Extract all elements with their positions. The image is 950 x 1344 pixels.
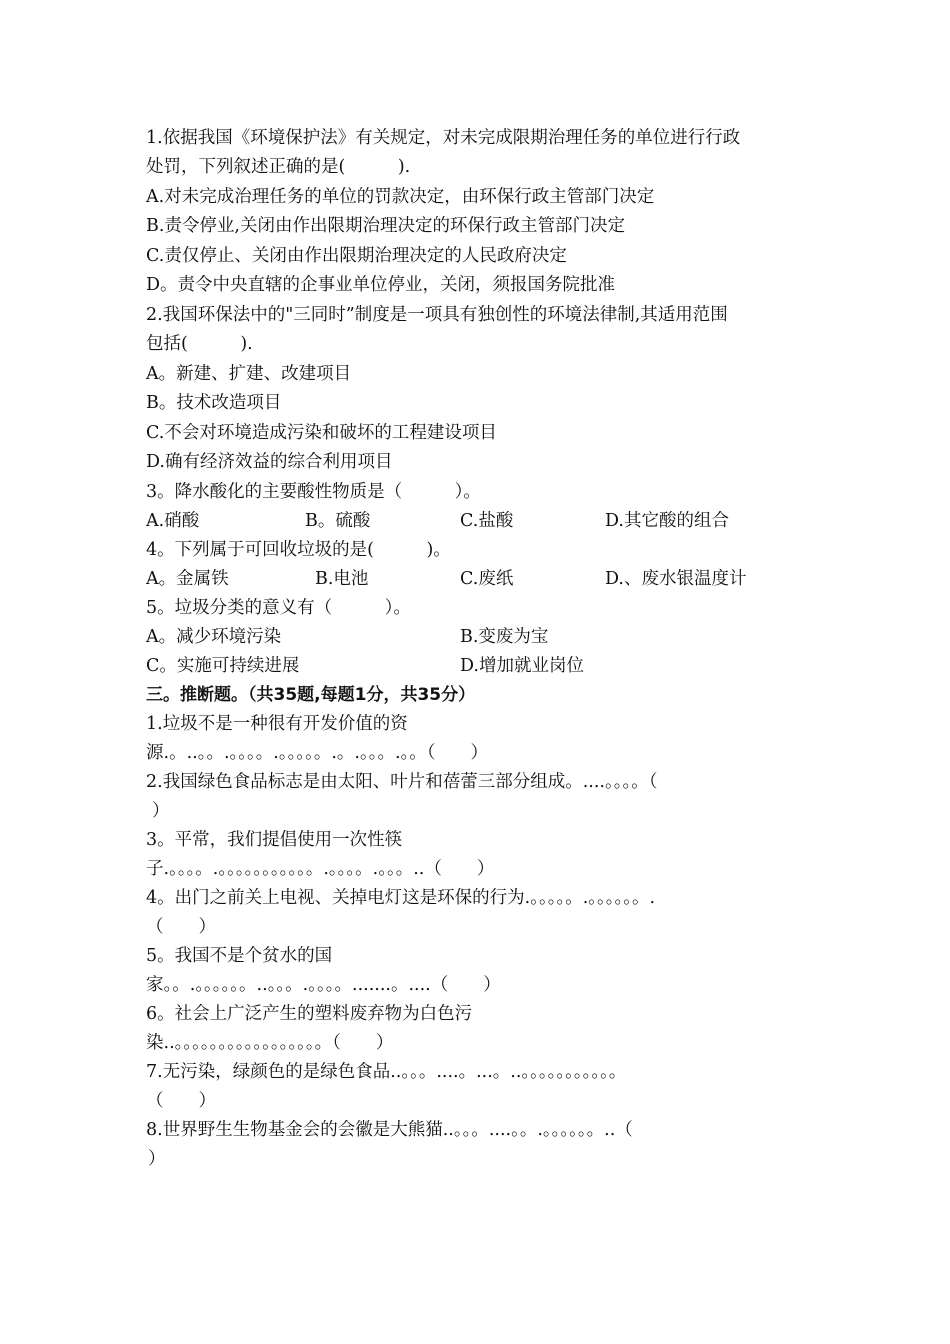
q4-option-c: C.废纸 [460,569,514,589]
q5-option-d: D.增加就业岗位 [460,656,584,676]
q1-stem-line2: 处罚，下列叙述正确的是( ). [146,157,411,177]
q1-stem-line1: 1.依据我国《环境保护法》有关规定，对未完成限期治理任务的单位进行行政 [146,128,741,148]
q4-option-b: B.电池 [315,569,369,589]
q1-option-c: C.责仅停止、关闭由作出限期治理决定的人民政府决定 [146,246,567,266]
q1-option-a: A.对未完成治理任务的单位的罚款决定，由环保行政主管部门决定 [146,187,655,207]
tf2-line1: 2.我国绿色食品标志是由太阳、叶片和蓓蕾三部分组成。....。。。。（ [146,772,658,792]
q5-option-a: A。减少环境污染 [146,627,282,647]
q2-option-c: C.不会对环境造成污染和破坏的工程建设项目 [146,423,497,443]
q4-option-d: D.、废水银温度计 [605,569,747,589]
tf4-line1: 4。出门之前关上电视、关掉电灯这是环保的行为.。。。。。.。。。。。。. [146,888,656,908]
q2-option-b: B。技术改造项目 [146,393,282,413]
q2-stem-line2: 包括( ). [146,334,253,354]
q3-option-c: C.盐酸 [460,511,514,531]
tf1-line1: 1.垃圾不是一种很有开发价值的资 [146,714,408,734]
tf5-line1: 5。我国不是个贫水的国 [146,946,333,966]
tf2-line2: ） [152,801,170,821]
tf7-line2: （ ） [146,1091,216,1111]
q4-stem: 4。下列属于可回收垃圾的是( )。 [146,540,451,560]
q2-stem-line1: 2.我国环保法中的"三同时”制度是一项具有独创性的环境法律制,其适用范围 [146,305,728,325]
q1-option-b: B.责令停业,关闭由作出限期治理决定的环保行政主管部门决定 [146,216,625,236]
q1-option-d: D。责令中央直辖的企事业单位停业，关闭，须报国务院批准 [146,275,616,295]
tf3-line1: 3。平常，我们提倡使用一次性筷 [146,830,403,850]
tf1-line2: 源.。..。。.。。。。.。。。。。.。.。。。.。。（ ） [146,743,489,763]
tf8-line1: 8.世界野生生物基金会的会徽是大熊猫..。。。....。。.。。。。。。..（ [146,1120,633,1140]
q2-option-d: D.确有经济效益的综合利用项目 [146,452,393,472]
section3-heading: 三。推断题。（共35题,每题1分，共35分） [146,685,476,705]
q5-option-c: C。实施可持续进展 [146,656,300,676]
tf6-line2: 染..。。。。。。。。。。。。。。。。。（ ） [146,1033,394,1053]
tf7-line1: 7.无污染，绿颜色的是绿色食品..。。。....。...。..。。。。。。。。。。。 [146,1062,627,1082]
tf6-line1: 6。社会上广泛产生的塑料废弃物为白色污 [146,1004,473,1024]
q4-option-a: A。金属铁 [146,569,229,589]
q5-stem: 5。垃圾分类的意义有（ ）。 [146,598,411,618]
q5-option-b: B.变废为宝 [460,627,549,647]
tf8-line2: ） [148,1149,166,1169]
q3-option-b: B。硫酸 [305,511,371,531]
q3-option-d: D.其它酸的组合 [605,511,729,531]
q2-option-a: A。新建、扩建、改建项目 [146,364,352,384]
q3-option-a: A.硝酸 [146,511,200,531]
tf3-line2: 子.。。。。.。。。。。。。。。。。.。。。。.。。。..（ ） [146,859,495,879]
q3-stem: 3。降水酸化的主要酸性物质是（ ）。 [146,482,481,502]
tf5-line2: 家。。.。。。。。。..。。。.。。。。.......。....（ ） [146,975,501,995]
tf4-line2: （ ） [146,917,216,937]
